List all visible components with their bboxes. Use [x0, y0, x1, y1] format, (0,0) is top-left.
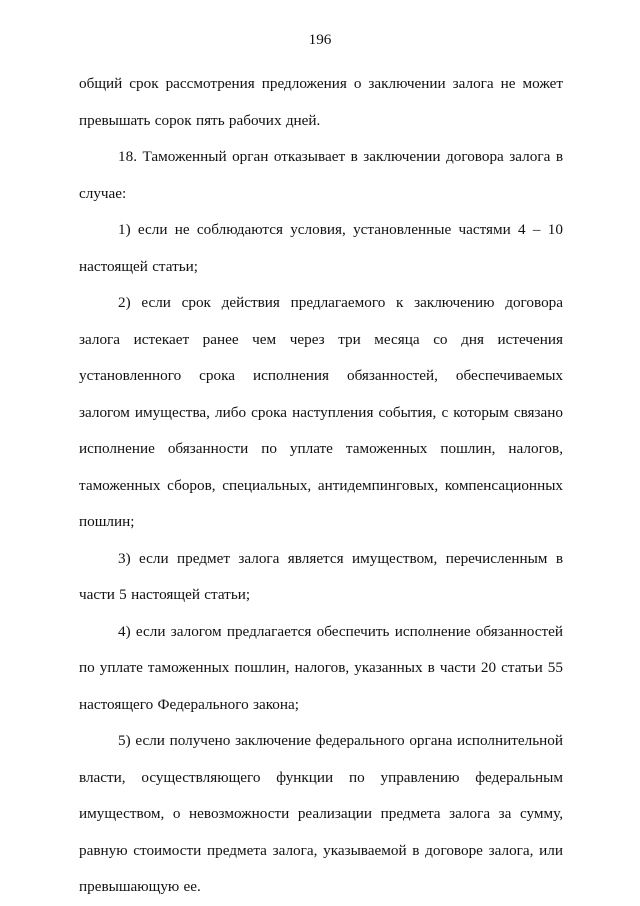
paragraph-subitem-1: 1) если не соблюдаются условия, установленные частями 4 – 10 настоящей статьи; [79, 221, 563, 275]
paragraph-item-18: 18. Таможенный орган отказывает в заключении договора залога в случае: [79, 148, 563, 202]
paragraph-continuation: общий срок рассмотрения предложения о заключении залога не может превышать сорок пять рабочих дней. [79, 75, 563, 129]
body-text [79, 66, 563, 906]
paragraph-subitem-3: 3) если предмет залога является имуществом, перечисленным в части 5 настоящей статьи; [79, 549, 563, 603]
paragraph-subitem-5: 5) если получено заключение федерального органа исполнительной власти, осуществляющего функции по управлению федеральным имуществом, о невозможности реализации предмета залога за сумму, равную стоимости предмета залога, указываемой в договоре залога, или превышающую ее. [79, 732, 563, 895]
paragraph-subitem-4: 4) если залогом предлагается обеспечить исполнение обязанностей по уплате таможенных пошлин, налогов, указанных в части 20 статьи 55 настоящего Федерального закона; [79, 622, 563, 713]
page-number: 196 [308, 31, 332, 48]
paragraph-subitem-2: 2) если срок действия предлагаемого к заключению договора залога истекает ранее чем через три месяца со дня истечения установленного срока исполнения обязанностей, обеспечиваемых залогом имущества, либо срока наступления события, с которым связано исполнение обязанности по уплате таможенных пошлин, налогов, таможенных сборов, специальных, антидемпинговых, компенсационных пошлин; [79, 294, 563, 530]
